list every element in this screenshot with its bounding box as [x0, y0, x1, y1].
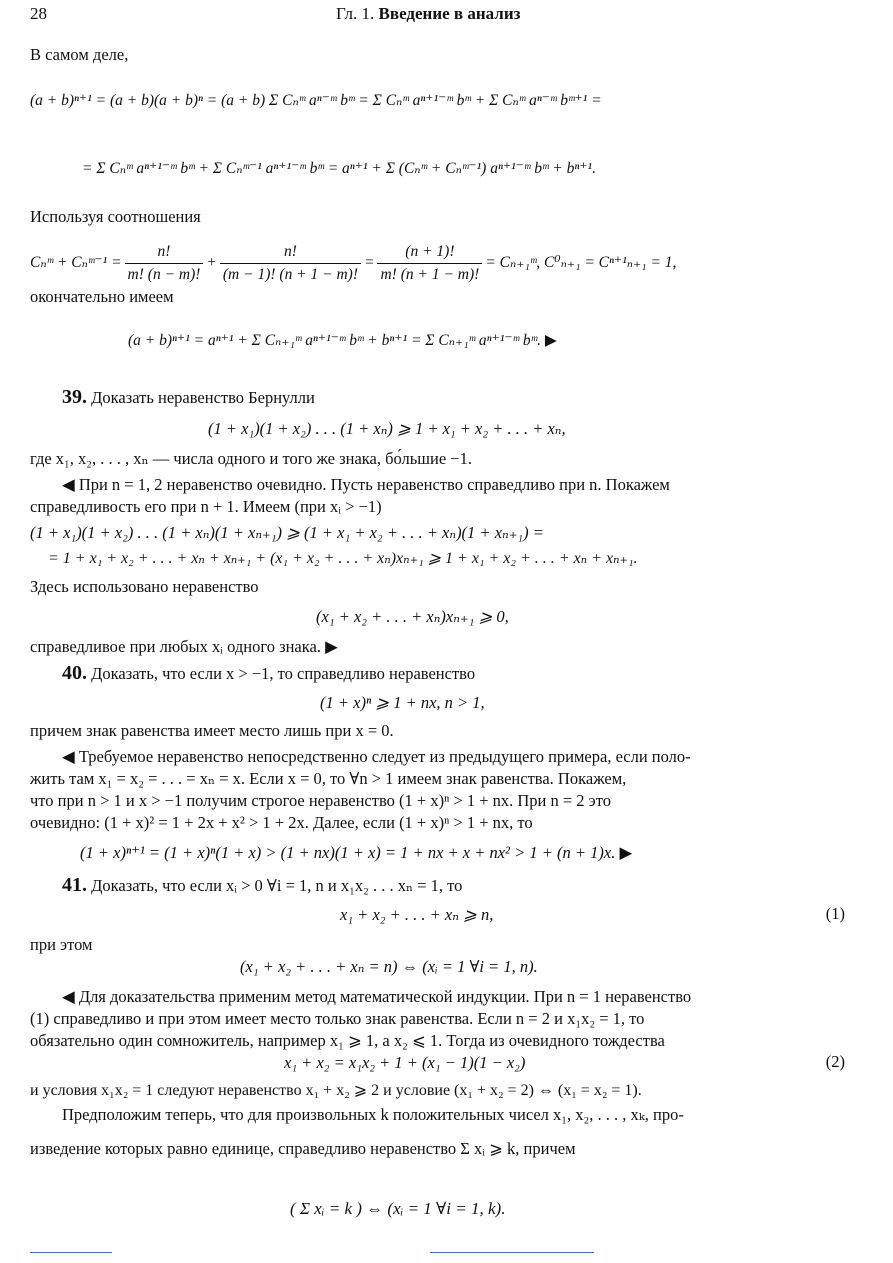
equation: x₁ + x₂ + . . . + xₙ ⩾ n,: [340, 905, 494, 924]
problem-statement: Доказать, что если xᵢ > 0 ∀i = 1, n и x₁x₂ . . . xₙ = 1, то: [91, 876, 463, 895]
eq-left: Cₙᵐ + Cₙᵐ⁻¹ =: [30, 254, 122, 271]
problem-40: [62, 662, 475, 685]
denominator: m! (n + 1 − m)!: [380, 265, 480, 283]
equation: (1 + x₁)(1 + x₂) . . . (1 + xₙ)(1 + xₙ₊₁) ⩾ (1 + x₁ + x₂ + . . . + xₙ)(1 + xₙ₊₁) =: [30, 523, 544, 542]
equation-number: (2): [825, 1052, 845, 1071]
denominator: m! (n − m)!: [127, 265, 201, 283]
equation: x₁ + x₂ = x₁x₂ + 1 + (x₁ − 1)(1 − x₂): [284, 1053, 526, 1072]
paragraph: (1) справедливо и при этом имеет место только знак равенства. Если n = 2 и x₁x₂ = 1, то: [30, 1009, 645, 1028]
paragraph: ◀ Для доказательства применим метод математической индукции. При n = 1 неравенство: [62, 987, 692, 1006]
page-number: 28: [30, 4, 47, 23]
running-header: [336, 4, 520, 24]
problem-41: [62, 874, 462, 897]
chapter-label: Гл. 1.: [336, 4, 375, 23]
problem-number: 39.: [62, 386, 87, 408]
paragraph: ◀ При n = 1, 2 неравенство очевидно. Пусть неравенство справедливо при n. Покажем: [62, 475, 670, 494]
numerator: n!: [125, 241, 204, 264]
paragraph: что при n > 1 и x > −1 получим строгое неравенство (1 + x)ⁿ > 1 + nx. При n = 2 это: [30, 791, 611, 810]
equation: (1 + x)ⁿ⁺¹ = (1 + x)ⁿ(1 + x) > (1 + nx)(1 + x) = 1 + nx + x + nx² > 1 + (n + 1)x. ▶: [80, 843, 633, 862]
numerator: n!: [220, 241, 361, 264]
paragraph: справедливость его при n + 1. Имеем (при xᵢ > −1): [30, 497, 382, 516]
problem-statement: Доказать, что если x > −1, то справедливо неравенство: [91, 664, 476, 683]
paragraph: Используя соотношения: [30, 207, 201, 226]
equation: (1 + x)ⁿ ⩾ 1 + nx, n > 1,: [320, 693, 485, 712]
fraction: [125, 241, 204, 286]
equation: = 1 + x₁ + x₂ + . . . + xₙ + xₙ₊₁ + (x₁ + x₂ + . . . + xₙ)xₙ₊₁ ⩾ 1 + x₁ + x₂ + . . . + xₙ + xₙ₊₁.: [48, 550, 638, 567]
problem-number: 41.: [62, 874, 87, 896]
problem-statement: Доказать неравенство Бернулли: [91, 388, 315, 407]
denominator: (m − 1)! (n + 1 − m)!: [222, 265, 359, 283]
equation: (a + b)ⁿ⁺¹ = aⁿ⁺¹ + Σ Cₙ₊₁ᵐ aⁿ⁺¹⁻ᵐ bᵐ + bⁿ⁺¹ = Σ Cₙ₊₁ᵐ aⁿ⁺¹⁻ᵐ bᵐ. ▶: [128, 332, 557, 349]
paragraph: очевидно: (1 + x)² = 1 + 2x + x² > 1 + 2x. Далее, если (1 + x)ⁿ > 1 + nx, то: [30, 813, 533, 832]
problem-number: 40.: [62, 662, 87, 684]
equation-binomial-identity: Cₙᵐ + Cₙᵐ⁻¹ = $\frac{n!}{m! (n - m)!}$ + $\frac{n!}{(m - 1)! (n + 1 - m)!}$ = $\frac{(n + 1)!}{m! (n + 1 - m)!}$ = Cₙ₊₁ᵐ, C⁰ₙ₊₁ = Cⁿ⁺¹ₙ₊₁ = 1,: [30, 238, 676, 288]
fraction: [377, 241, 482, 286]
equation-number: (1): [825, 904, 845, 923]
chapter-title: Введение в анализ: [378, 4, 521, 23]
paragraph: причем знак равенства имеет место лишь при x = 0.: [30, 721, 394, 740]
paragraph: где x₁, x₂, . . . , xₙ — числа одного и того же знака, бо́льшие −1.: [30, 449, 472, 468]
equation: (a + b)ⁿ⁺¹ = (a + b)(a + b)ⁿ = (a + b) Σ Cₙᵐ aⁿ⁻ᵐ bᵐ = Σ Cₙᵐ aⁿ⁺¹⁻ᵐ bᵐ + Σ Cₙᵐ aⁿ⁻ᵐ bᵐ⁺¹ =: [30, 92, 602, 109]
equation: = Σ Cₙᵐ aⁿ⁺¹⁻ᵐ bᵐ + Σ Cₙᵐ⁻¹ aⁿ⁺¹⁻ᵐ bᵐ = aⁿ⁺¹ + Σ (Cₙᵐ + Cₙᵐ⁻¹) aⁿ⁺¹⁻ᵐ bᵐ + bⁿ⁺¹.: [82, 160, 596, 177]
equation: (x₁ + x₂ + . . . + xₙ)xₙ₊₁ ⩾ 0,: [316, 607, 509, 626]
paragraph: Здесь использовано неравенство: [30, 577, 259, 596]
paragraph: и условия x₁x₂ = 1 следуют неравенство x₁ + x₂ ⩾ 2 и условие (x₁ + x₂ = 2) ⇔ (x₁ = x₂ = 1).: [30, 1082, 642, 1099]
paragraph: ◀ Требуемое неравенство непосредственно следует из предыдущего примера, если поло-: [62, 747, 691, 766]
paragraph: жить там x₁ = x₂ = . . . = xₙ = x. Если x = 0, то ∀n > 1 имеем знак равенства. Покажем,: [30, 769, 627, 788]
equation: ( Σ xᵢ = k ) ⇔ (xᵢ = 1 ∀i = 1, k).: [290, 1199, 506, 1218]
paragraph: при этом: [30, 935, 93, 954]
paragraph: обязательно один сомножитель, например x₁ ⩾ 1, а x₂ ⩽ 1. Тогда из очевидного тождества: [30, 1031, 665, 1050]
paragraph: справедливое при любых xᵢ одного знака. ▶: [30, 637, 338, 656]
paragraph: В самом деле,: [30, 45, 129, 64]
problem-39: [62, 386, 315, 409]
equation: (1 + x₁)(1 + x₂) . . . (1 + xₙ) ⩾ 1 + x₁ + x₂ + . . . + xₙ,: [208, 419, 566, 438]
paragraph: Предположим теперь, что для произвольных k положительных чисел x₁, x₂, . . . , xₖ, про-: [62, 1105, 684, 1124]
footer-link-underline[interactable]: [430, 1252, 594, 1253]
footer-link-underline[interactable]: [30, 1252, 112, 1253]
paragraph: изведение которых равно единице, справедливо неравенство Σ xᵢ ⩾ k, причем: [30, 1139, 576, 1158]
fraction: [220, 241, 361, 286]
equation: (x₁ + x₂ + . . . + xₙ = n) ⇔ (xᵢ = 1 ∀i = 1, n).: [240, 957, 538, 976]
numerator: (n + 1)!: [377, 241, 482, 264]
paragraph: окончательно имеем: [30, 287, 174, 306]
eq-right: = Cₙ₊₁ᵐ, C⁰ₙ₊₁ = Cⁿ⁺¹ₙ₊₁ = 1,: [485, 254, 677, 271]
